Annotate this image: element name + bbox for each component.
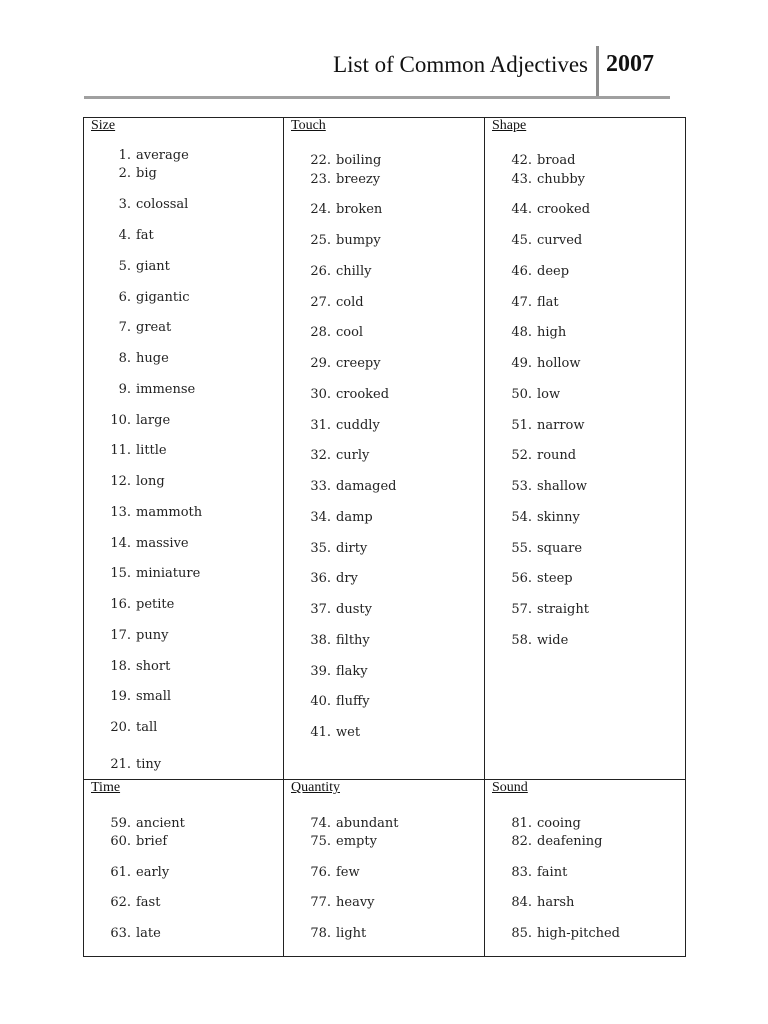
item-word: deafening xyxy=(537,834,603,849)
list-item xyxy=(110,628,169,643)
document-header xyxy=(84,40,670,98)
item-word: bumpy xyxy=(336,233,381,248)
list-item xyxy=(511,153,576,168)
item-word: curved xyxy=(537,233,583,248)
item-number: 8. xyxy=(118,351,131,366)
item-number: 24. xyxy=(310,202,331,217)
category-heading: Size xyxy=(91,118,116,133)
item-number: 61. xyxy=(110,865,131,880)
item-number: 17. xyxy=(110,628,131,643)
item-word: ancient xyxy=(136,816,185,831)
list-item xyxy=(110,505,203,520)
item-word: late xyxy=(136,926,161,941)
item-number: 30. xyxy=(310,387,331,402)
item-number: 47. xyxy=(511,295,532,310)
item-number: 4. xyxy=(118,228,131,243)
category-heading: Shape xyxy=(492,118,527,133)
item-number: 63. xyxy=(110,926,131,941)
list-item xyxy=(511,834,603,849)
list-item xyxy=(310,356,381,371)
item-word: giant xyxy=(136,259,170,274)
item-number: 20. xyxy=(110,720,131,735)
list-item xyxy=(511,541,583,556)
item-word: low xyxy=(537,387,561,402)
item-word: great xyxy=(136,320,172,335)
item-word: small xyxy=(136,689,172,704)
item-word: massive xyxy=(136,536,189,551)
list-item xyxy=(511,264,570,279)
list-item xyxy=(118,382,196,397)
list-item xyxy=(310,725,361,740)
item-word: flaky xyxy=(336,664,368,679)
item-number: 5. xyxy=(118,259,131,274)
item-word: brief xyxy=(136,834,168,849)
item-word: round xyxy=(537,448,577,463)
item-number: 31. xyxy=(310,418,331,433)
list-item xyxy=(511,233,583,248)
item-word: curly xyxy=(336,448,370,463)
header-year: 2007 xyxy=(606,51,654,77)
item-number: 29. xyxy=(310,356,331,371)
item-number: 52. xyxy=(511,448,532,463)
list-item xyxy=(110,566,201,581)
item-word: dirty xyxy=(336,541,368,556)
list-item xyxy=(110,865,170,880)
list-item xyxy=(118,148,189,163)
list-item xyxy=(118,166,157,181)
item-word: cool xyxy=(336,325,364,340)
item-word: chilly xyxy=(336,264,372,279)
item-number: 83. xyxy=(511,865,532,880)
list-item xyxy=(511,602,589,617)
item-word: cooing xyxy=(537,816,581,831)
item-word: boiling xyxy=(336,153,382,168)
item-word: tiny xyxy=(136,757,162,772)
list-item xyxy=(110,720,158,735)
item-word: early xyxy=(136,865,170,880)
list-item xyxy=(511,865,568,880)
list-item xyxy=(511,816,581,831)
item-number: 22. xyxy=(310,153,331,168)
list-item xyxy=(511,510,580,525)
item-word: light xyxy=(336,926,367,941)
item-number: 18. xyxy=(110,659,131,674)
item-number: 76. xyxy=(310,865,331,880)
item-word: broken xyxy=(336,202,383,217)
list-item xyxy=(310,172,381,187)
list-item xyxy=(310,865,360,880)
header-divider xyxy=(596,46,599,98)
list-item xyxy=(310,895,375,910)
list-item xyxy=(118,351,169,366)
item-number: 50. xyxy=(511,387,532,402)
list-item xyxy=(310,602,372,617)
item-number: 56. xyxy=(511,571,532,586)
item-number: 28. xyxy=(310,325,331,340)
list-item xyxy=(511,448,577,463)
item-word: square xyxy=(537,541,583,556)
item-word: creepy xyxy=(336,356,381,371)
list-item xyxy=(511,387,561,402)
item-number: 10. xyxy=(110,413,131,428)
item-word: abundant xyxy=(336,816,399,831)
item-number: 6. xyxy=(118,290,131,305)
item-number: 35. xyxy=(310,541,331,556)
item-number: 1. xyxy=(118,148,131,163)
item-number: 36. xyxy=(310,571,331,586)
list-item xyxy=(110,659,171,674)
list-item xyxy=(118,197,189,212)
list-item xyxy=(310,816,399,831)
item-number: 45. xyxy=(511,233,532,248)
list-item xyxy=(310,202,383,217)
item-word: damp xyxy=(336,510,373,525)
item-number: 11. xyxy=(110,443,131,458)
item-number: 39. xyxy=(310,664,331,679)
list-item xyxy=(310,325,364,340)
item-number: 2. xyxy=(118,166,131,181)
list-item xyxy=(310,633,370,648)
item-word: fat xyxy=(136,228,154,243)
item-word: long xyxy=(136,474,165,489)
category-heading: Time xyxy=(91,780,121,795)
list-item xyxy=(118,320,172,335)
list-item xyxy=(310,479,397,494)
item-word: crooked xyxy=(336,387,390,402)
item-number: 48. xyxy=(511,325,532,340)
item-number: 23. xyxy=(310,172,331,187)
list-item xyxy=(511,325,567,340)
item-word: wet xyxy=(336,725,361,740)
item-word: average xyxy=(136,148,189,163)
list-item xyxy=(310,694,370,709)
item-word: filthy xyxy=(336,633,370,648)
item-word: large xyxy=(136,413,171,428)
section-touch xyxy=(284,118,484,779)
list-item xyxy=(310,264,372,279)
section-quantity xyxy=(284,780,484,956)
item-word: miniature xyxy=(136,566,201,581)
item-number: 38. xyxy=(310,633,331,648)
list-item xyxy=(310,418,380,433)
page-title: List of Common Adjectives xyxy=(333,52,588,77)
item-number: 78. xyxy=(310,926,331,941)
item-word: dry xyxy=(336,571,358,586)
section-sound xyxy=(485,780,685,956)
item-number: 46. xyxy=(511,264,532,279)
section-shape xyxy=(485,118,685,779)
item-word: gigantic xyxy=(136,290,190,305)
item-number: 32. xyxy=(310,448,331,463)
item-number: 44. xyxy=(511,202,532,217)
item-number: 19. xyxy=(110,689,131,704)
item-word: harsh xyxy=(537,895,575,910)
list-item xyxy=(118,259,170,274)
item-word: short xyxy=(136,659,171,674)
list-item xyxy=(310,926,367,941)
list-item xyxy=(310,541,368,556)
list-item xyxy=(511,356,581,371)
item-word: huge xyxy=(136,351,169,366)
list-item xyxy=(110,816,185,831)
list-item xyxy=(110,834,168,849)
item-word: little xyxy=(136,443,167,458)
item-number: 27. xyxy=(310,295,331,310)
item-number: 62. xyxy=(110,895,131,910)
item-number: 75. xyxy=(310,834,331,849)
item-word: narrow xyxy=(537,418,585,433)
item-number: 58. xyxy=(511,633,532,648)
adjectives-table xyxy=(83,117,686,957)
item-word: empty xyxy=(336,834,377,849)
item-number: 21. xyxy=(110,757,131,772)
list-item xyxy=(310,153,382,168)
item-number: 82. xyxy=(511,834,532,849)
item-word: wide xyxy=(537,633,569,648)
list-item xyxy=(110,536,189,551)
item-number: 85. xyxy=(511,926,532,941)
list-item xyxy=(310,295,364,310)
section-size xyxy=(84,118,283,779)
item-number: 3. xyxy=(118,197,131,212)
item-word: big xyxy=(136,166,157,181)
item-number: 60. xyxy=(110,834,131,849)
item-number: 51. xyxy=(511,418,532,433)
item-number: 74. xyxy=(310,816,331,831)
list-item xyxy=(110,895,161,910)
category-heading: Touch xyxy=(291,118,326,133)
item-word: fast xyxy=(136,895,161,910)
item-number: 77. xyxy=(310,895,331,910)
header-rule xyxy=(84,96,670,99)
item-number: 12. xyxy=(110,474,131,489)
item-number: 43. xyxy=(511,172,532,187)
item-number: 81. xyxy=(511,816,532,831)
list-item xyxy=(310,834,377,849)
list-item xyxy=(511,172,586,187)
item-word: shallow xyxy=(537,479,588,494)
item-word: puny xyxy=(136,628,169,643)
item-word: chubby xyxy=(537,172,586,187)
item-number: 33. xyxy=(310,479,331,494)
item-number: 34. xyxy=(310,510,331,525)
list-item xyxy=(511,202,591,217)
item-number: 16. xyxy=(110,597,131,612)
item-number: 49. xyxy=(511,356,532,371)
list-item xyxy=(110,757,162,772)
list-item xyxy=(110,474,165,489)
item-word: breezy xyxy=(336,172,381,187)
item-word: heavy xyxy=(336,895,375,910)
item-number: 15. xyxy=(110,566,131,581)
item-word: broad xyxy=(537,153,576,168)
item-word: hollow xyxy=(537,356,581,371)
list-item xyxy=(511,633,569,648)
item-word: immense xyxy=(136,382,196,397)
item-number: 53. xyxy=(511,479,532,494)
item-number: 42. xyxy=(511,153,532,168)
list-item xyxy=(511,895,575,910)
item-word: deep xyxy=(537,264,570,279)
item-number: 37. xyxy=(310,602,331,617)
item-word: petite xyxy=(136,597,175,612)
item-number: 13. xyxy=(110,505,131,520)
list-item xyxy=(310,510,373,525)
item-word: cuddly xyxy=(336,418,380,433)
item-word: damaged xyxy=(336,479,397,494)
item-number: 55. xyxy=(511,541,532,556)
list-item xyxy=(511,295,559,310)
item-number: 9. xyxy=(118,382,131,397)
category-heading: Sound xyxy=(492,780,528,795)
list-item xyxy=(118,290,190,305)
section-time xyxy=(84,780,283,956)
list-item xyxy=(110,413,171,428)
list-item xyxy=(118,228,154,243)
item-word: cold xyxy=(336,295,364,310)
item-word: straight xyxy=(537,602,589,617)
list-item xyxy=(110,443,167,458)
list-item xyxy=(310,448,370,463)
category-heading: Quantity xyxy=(291,780,340,795)
item-number: 7. xyxy=(118,320,131,335)
list-item xyxy=(110,597,175,612)
list-item xyxy=(511,571,573,586)
list-item xyxy=(110,926,161,941)
item-word: high xyxy=(537,325,567,340)
item-word: skinny xyxy=(537,510,580,525)
list-item xyxy=(310,571,358,586)
item-number: 14. xyxy=(110,536,131,551)
item-number: 54. xyxy=(511,510,532,525)
item-number: 26. xyxy=(310,264,331,279)
item-word: dusty xyxy=(336,602,372,617)
item-number: 25. xyxy=(310,233,331,248)
item-word: tall xyxy=(136,720,158,735)
list-item xyxy=(511,418,585,433)
item-number: 59. xyxy=(110,816,131,831)
list-item xyxy=(511,926,620,941)
item-word: flat xyxy=(537,295,559,310)
item-word: steep xyxy=(537,571,573,586)
list-item xyxy=(310,387,390,402)
item-word: faint xyxy=(537,865,568,880)
list-item xyxy=(310,664,368,679)
item-word: crooked xyxy=(537,202,591,217)
item-word: colossal xyxy=(136,197,189,212)
item-word: fluffy xyxy=(336,694,370,709)
item-number: 40. xyxy=(310,694,331,709)
item-word: few xyxy=(336,865,360,880)
list-item xyxy=(310,233,381,248)
list-item xyxy=(511,479,588,494)
item-number: 84. xyxy=(511,895,532,910)
item-word: mammoth xyxy=(136,505,203,520)
item-word: high-pitched xyxy=(537,926,620,941)
list-item xyxy=(110,689,172,704)
item-number: 41. xyxy=(310,725,331,740)
item-number: 57. xyxy=(511,602,532,617)
